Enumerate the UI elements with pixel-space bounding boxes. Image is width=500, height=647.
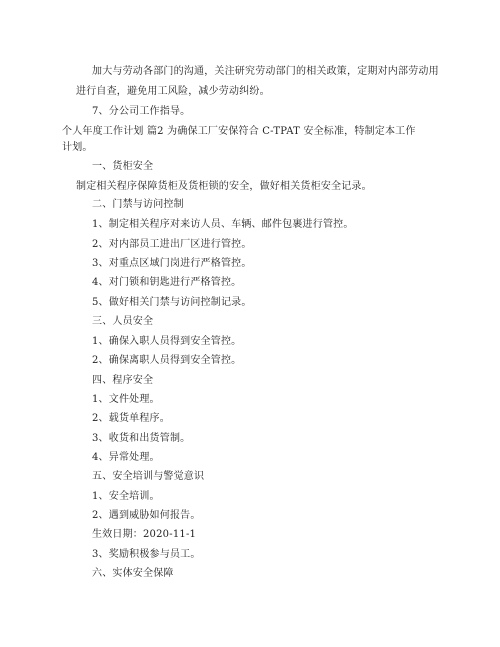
list-item: 2、对内部员工进出厂区进行管控。 xyxy=(92,239,252,250)
text-line: 个人年度工作计划 篇2 为确保工厂安保符合 C-TPAT 安全标准，特制定本工作 xyxy=(62,126,416,137)
list-item: 4、对门锁和钥匙进行严格管控。 xyxy=(92,277,242,288)
list-item: 2、遇到威胁如何报告。 xyxy=(92,510,201,521)
section-heading: 四、程序安全 xyxy=(92,375,154,386)
list-item: 5、做好相关门禁与访问控制记录。 xyxy=(92,297,252,308)
list-item: 2、载货单程序。 xyxy=(92,413,170,424)
section-heading: 三、人员安全 xyxy=(92,316,154,327)
text-line: 制定相关程序保障货柜及货柜锁的安全，做好相关货柜安全记录。 xyxy=(76,181,372,192)
list-item: 3、奖励积极参与员工。 xyxy=(92,549,201,560)
list-item: 1、安全培训。 xyxy=(92,491,160,502)
text-line: 计划。 xyxy=(62,142,93,153)
text-line: 进行自查，避免用工风险，减少劳动纠纷。 xyxy=(76,86,270,97)
list-item: 1、确保入职人员得到安全管控。 xyxy=(92,336,242,347)
section-heading: 五、安全培训与警觉意识 xyxy=(92,471,205,482)
text-line: 7、分公司工作指导。 xyxy=(92,106,191,117)
section-heading: 一、货柜安全 xyxy=(92,161,154,172)
list-item: 3、对重点区域门岗进行严格管控。 xyxy=(92,258,252,269)
list-item: 1、文件处理。 xyxy=(92,394,160,405)
text-line: 加大与劳动各部门的沟通，关注研究劳动部门的相关政策，定期对内部劳动用 xyxy=(92,66,439,77)
list-item: 2、确保离职人员得到安全管控。 xyxy=(92,355,242,366)
section-heading: 六、实体安全保障 xyxy=(92,568,174,579)
list-item: 4、异常处理。 xyxy=(92,452,160,463)
list-item: 3、收货和出货管制。 xyxy=(92,433,191,444)
list-item: 1、制定相关程序对来访人员、车辆、邮件包裹进行管控。 xyxy=(92,219,354,230)
effective-date: 生效日期：2020-11-1 xyxy=(92,529,197,540)
section-heading: 二、门禁与访问控制 xyxy=(92,199,184,210)
